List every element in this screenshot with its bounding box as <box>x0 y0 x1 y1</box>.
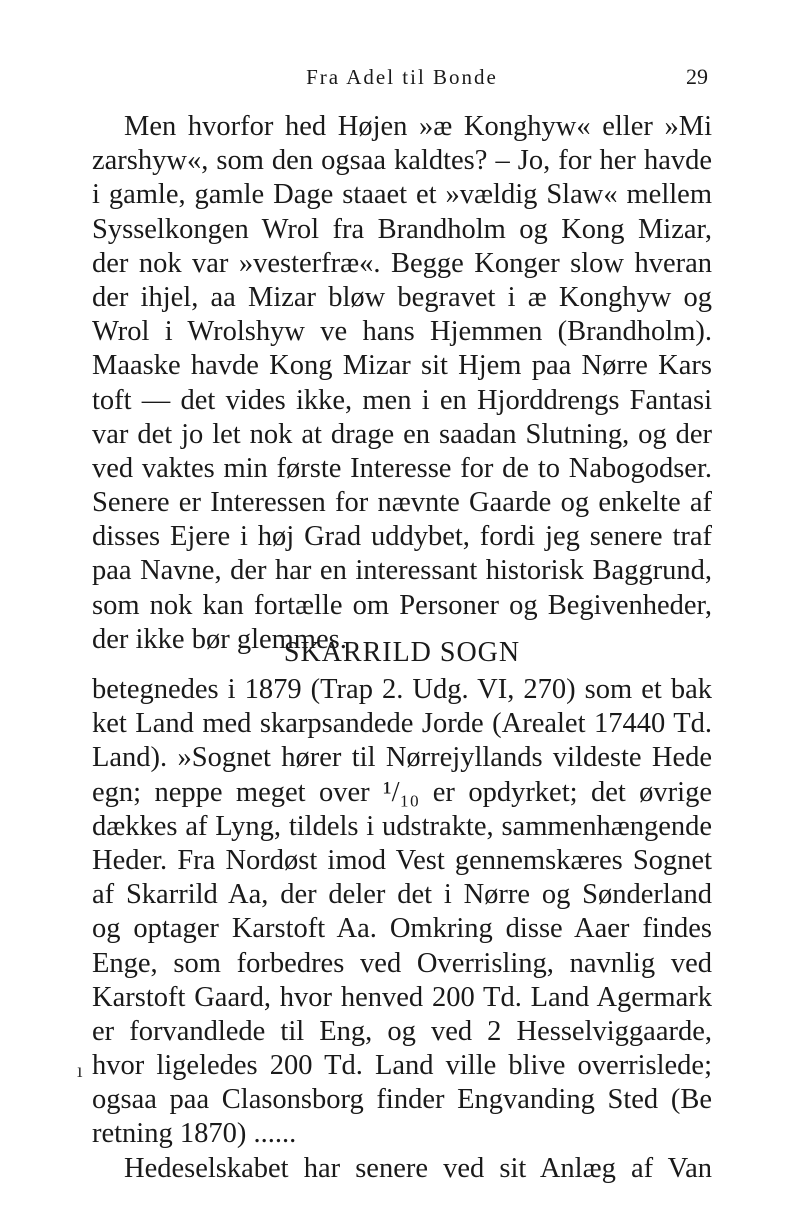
text-line: Wrol i Wrolshyw ve hans Hjemmen (Brandholm). <box>92 316 712 348</box>
text-line: hvor ligeledes 200 Td. Land ville blive overrislede; <box>92 1050 712 1082</box>
text-line: Men hvorfor hed Højen »æ Konghyw« eller »Mi <box>124 111 712 142</box>
running-title: Fra Adel til Bonde <box>306 65 498 89</box>
text-line: der ikke bør glemmes. <box>92 623 347 655</box>
text-line: betegnedes i 1879 (Trap 2. Udg. VI, 270) som et bak <box>92 674 712 705</box>
text-line: Land). »Sognet hører til Nørrejyllands vildeste Hede <box>92 742 712 774</box>
text-line: Enge, som forbedres ved Overrisling, navnlig ved <box>92 947 712 979</box>
text-line: retning 1870) ...... <box>92 1118 297 1150</box>
text-line: der ihjel, aa Mizar bløw begravet i æ Konghyw og <box>92 281 712 313</box>
text-line: Karstoft Gaard, hvor henved 200 Td. Land Agermark <box>92 981 712 1013</box>
paragraph-1 <box>92 110 712 657</box>
text-line: ket Land med skarpsandede Jorde (Arealet 17440 Td. <box>92 708 712 740</box>
text-line: der nok var »vesterfræ«. Begge Konger slow hveran <box>92 247 712 279</box>
section-text <box>92 673 712 1186</box>
text-line: ogsaa paa Clasonsborg finder Engvanding Sted (Be <box>92 1084 712 1116</box>
text-line: zarshyw«, som den ogsaa kaldtes? – Jo, for her havde <box>92 145 712 177</box>
text-line: dækkes af Lyng, tildels i udstrakte, sammenhængende <box>92 810 712 842</box>
text-line: var det jo let nok at drage en saadan Slutning, og der <box>92 418 712 450</box>
text-line: Heder. Fra Nordøst imod Vest gennemskæres Sognet <box>92 844 712 876</box>
running-head <box>92 62 712 92</box>
text-line: Sysselkongen Wrol fra Brandholm og Kong Mizar, <box>92 213 712 245</box>
text-line: Hedeselskabet har senere ved sit Anlæg af Van <box>124 1152 712 1184</box>
text-line: toft — det vides ikke, men i en Hjorddrengs Fantasi <box>92 384 712 416</box>
text-line: egn; neppe meget over ¹/₁₀ er opdyrket; det øvrige <box>92 776 712 808</box>
text-line: er forvandlede til Eng, og ved 2 Hesselviggaarde, <box>92 1015 712 1047</box>
text-line: ved vaktes min første Interesse for de to Nabogodser. <box>92 452 712 484</box>
text-line: Senere er Interessen for nævnte Gaarde og enkelte af <box>92 487 712 519</box>
text-line: og optager Karstoft Aa. Omkring disse Aaer findes <box>92 913 712 945</box>
text-line: paa Navne, der har en interessant historisk Baggrund, <box>92 555 712 587</box>
text-line: disses Ejere i høj Grad uddybet, fordi jeg senere traf <box>92 521 712 553</box>
text-line: i gamle, gamle Dage staaet et »vældig Slaw« mellem <box>92 179 712 211</box>
text-line: som nok kan fortælle om Personer og Begivenheder, <box>92 589 712 621</box>
margin-mark: ı <box>77 1060 83 1082</box>
section-heading: SKARRILD SOGN <box>283 637 521 668</box>
page-number: 29 <box>686 64 708 89</box>
text-line: Maaske havde Kong Mizar sit Hjem paa Nørre Kars <box>92 350 712 382</box>
text-line: af Skarrild Aa, der deler det i Nørre og Sønderland <box>92 879 712 911</box>
